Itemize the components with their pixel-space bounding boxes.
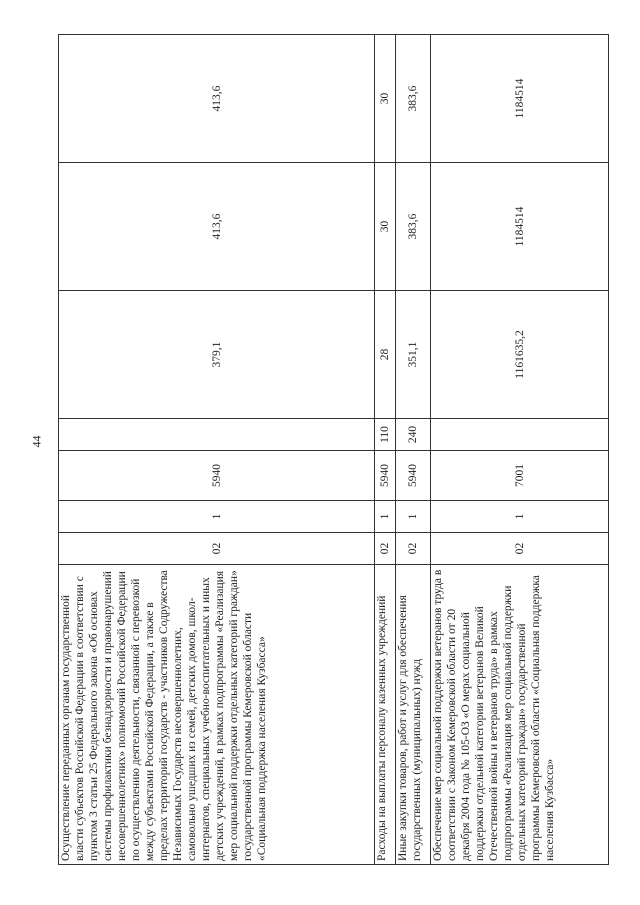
article-code: 5940 bbox=[59, 451, 375, 501]
page-number: 44 bbox=[29, 435, 44, 448]
table-row bbox=[396, 35, 431, 865]
value-year-2: 30 bbox=[375, 163, 396, 291]
value-year-1: 1161635,2 bbox=[431, 291, 609, 419]
value-year-3: 30 bbox=[375, 35, 396, 163]
row-description: Иные закупки товаров, работ и услуг для обеспечения государственных (муниципальных) нужд bbox=[396, 565, 431, 865]
expense-type-code bbox=[59, 419, 375, 451]
table-row bbox=[375, 35, 396, 865]
subprogram-code: 1 bbox=[375, 501, 396, 533]
row-description: Обеспечение мер социальной поддержки ветеранов труда в соответствии с Законом Кемеровской области от 20 декабря 2004 года № 105-ОЗ «О мерах социальной поддержки отдельной категории ветеранов Великой Отечественной войны и ветеранов труда» в рамках подпрограммы «Реализация мер социальной поддержки отдельных категорий граждан» государственной программы Кемеровской области «Социальная поддержка населения Кузбасса» bbox=[431, 565, 609, 865]
value-year-2: 383,6 bbox=[396, 163, 431, 291]
subprogram-code: 1 bbox=[396, 501, 431, 533]
section-code: 02 bbox=[431, 533, 609, 565]
section-code: 02 bbox=[59, 533, 375, 565]
subprogram-code: 1 bbox=[431, 501, 609, 533]
article-code: 7001 bbox=[431, 451, 609, 501]
subprogram-code: 1 bbox=[59, 501, 375, 533]
expense-type-code: 110 bbox=[375, 419, 396, 451]
value-year-3: 1184514 bbox=[431, 35, 609, 163]
value-year-1: 379,1 bbox=[59, 291, 375, 419]
budget-table-container bbox=[58, 35, 608, 865]
section-code: 02 bbox=[396, 533, 431, 565]
expense-type-code: 240 bbox=[396, 419, 431, 451]
value-year-2: 413,6 bbox=[59, 163, 375, 291]
value-year-1: 28 bbox=[375, 291, 396, 419]
table-row bbox=[59, 35, 375, 865]
row-description: Расходы на выплаты персоналу казенных учреждений bbox=[375, 565, 396, 865]
row-description: Осуществление переданных органам государственной власти субъектов Российской Федерации в соответствии с пунктом 3 статьи 25 Федерального закона «Об основах системы профилактики безнадзорности и правонарушений несовершеннолетних» полномочий Российской Федерации по осуществлению деятельности, связанной с перевозкой между субъектами Российской Федерации, а также в пределах территорий государств - участников Содружества Независимых Государств несовершеннолетних, самовольно ушедших из семей, детских домов, школ-интернатов, специальных учебно-воспитательных и иных детских учреждений, в рамках подпрограммы «Реализация мер социальной поддержки отдельных категорий граждан» государственной программы Кемеровской области «Социальная поддержка населения Кузбасса» bbox=[59, 565, 375, 865]
rotated-table-area bbox=[58, 35, 608, 865]
article-code: 5940 bbox=[396, 451, 431, 501]
value-year-1: 351,1 bbox=[396, 291, 431, 419]
section-code: 02 bbox=[375, 533, 396, 565]
article-code: 5940 bbox=[375, 451, 396, 501]
table-row bbox=[431, 35, 609, 865]
expense-type-code bbox=[431, 419, 609, 451]
value-year-3: 413,6 bbox=[59, 35, 375, 163]
budget-table bbox=[58, 34, 609, 865]
value-year-2: 1184514 bbox=[431, 163, 609, 291]
value-year-3: 383,6 bbox=[396, 35, 431, 163]
